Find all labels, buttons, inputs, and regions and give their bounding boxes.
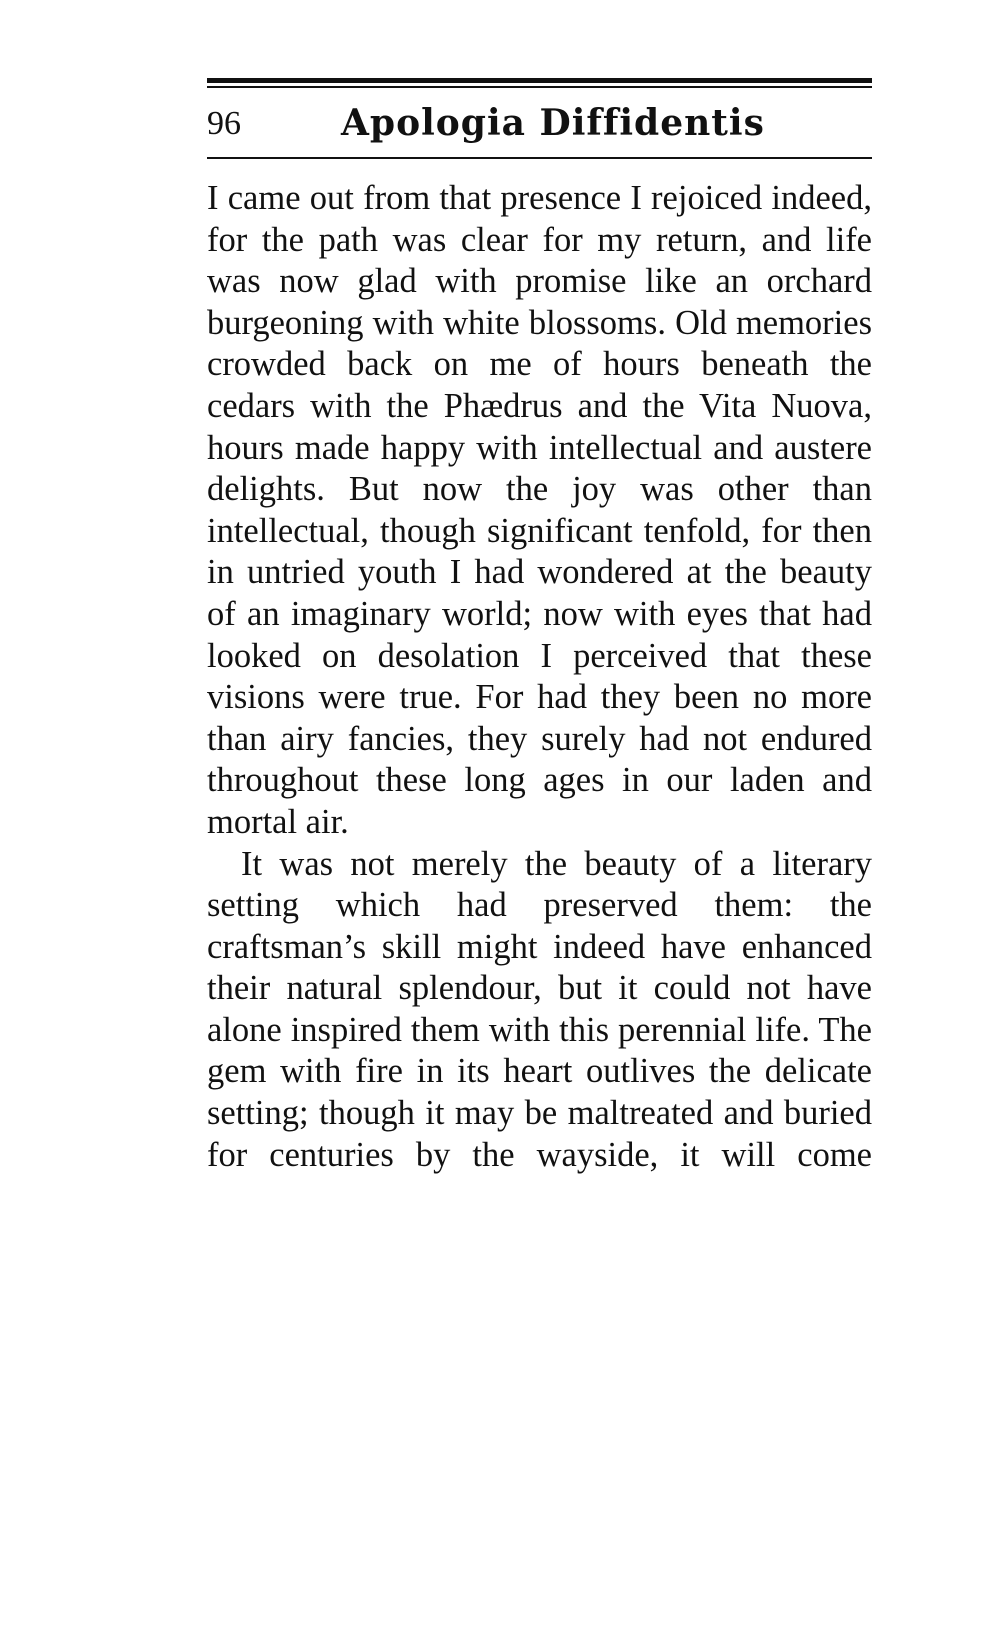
body-text [207,178,872,1176]
running-title: Apologia Diffidentis [341,102,765,144]
header-rule-thin [207,86,872,88]
page-number: 96 [207,105,241,142]
paragraph-2: It was not merely the beauty of a literary setting which had preserved them: the craftsman’s skill might indeed have enhanced their natural splendour, but it could not have alone inspired them with this perennial life. The gem with fire in its heart outlives the delicate setting; though it may be maltreated and buried for centuries by the wayside, it will come [207,844,872,1174]
header-rule-thick [207,78,872,83]
paragraph-1: I came out from that presence I rejoiced indeed, for the path was clear for my return, and life was now glad with promise like an orchard burgeoning with white blossoms. Old memories crowded back on me of hours beneath the cedars with the Phædrus and the Vita Nuova, hours made happy with intellectual and austere delights. But now the joy was other than intellectual, though significant tenfold, for then in untried youth I had wondered at the beauty of an imaginary world; now with eyes that had looked on desolation I perceived that these visions were true. For had they been no more than airy fancies, they surely had not endured throughout these long ages in our laden and mortal air. [207,179,872,841]
running-head [207,96,872,156]
header-rule-bottom [207,157,872,159]
